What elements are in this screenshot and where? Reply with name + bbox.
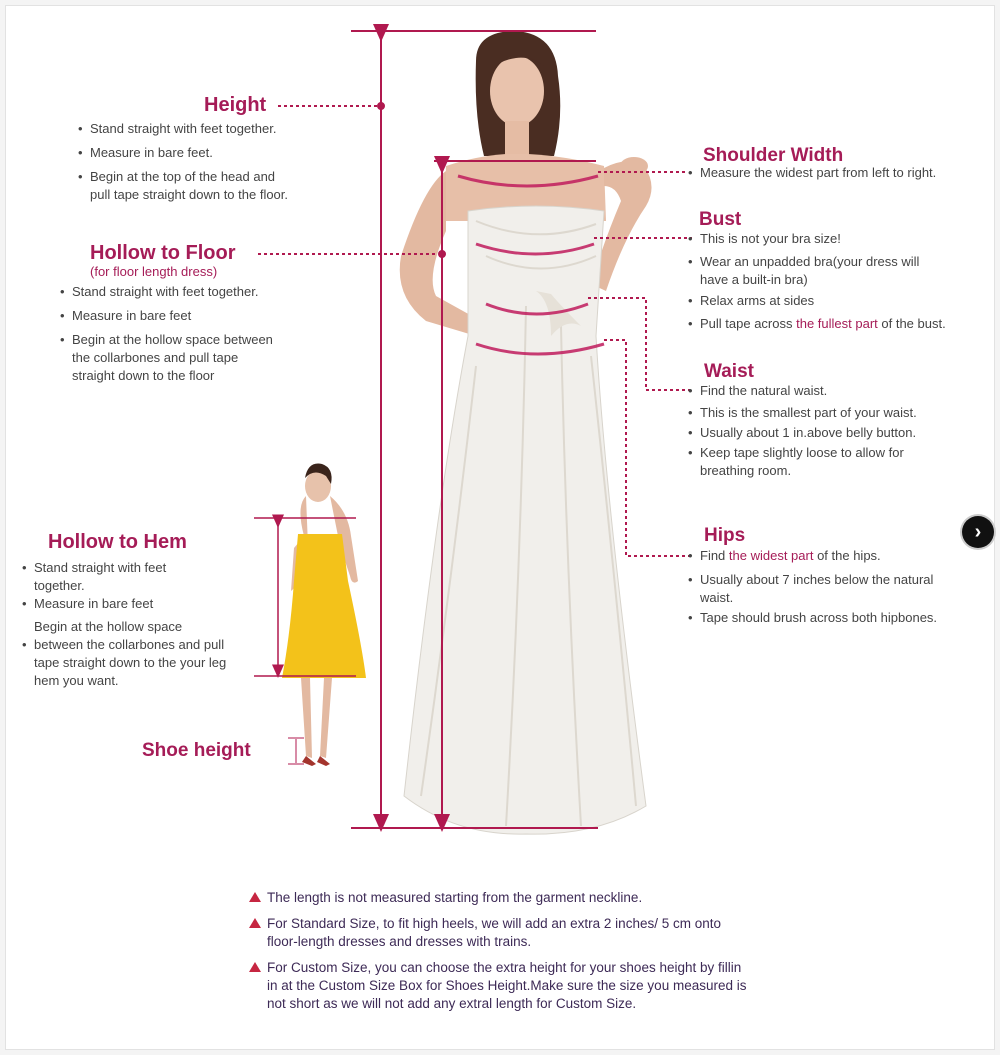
htf-item-1: • Stand straight with feet together. (60, 284, 259, 299)
hollow-to-hem-title: Hollow to Hem (48, 531, 187, 553)
hollow-to-hem-instructions (22, 559, 272, 690)
height-item-4: pull tape straight down to the floor. (90, 187, 289, 202)
hth-item-2: together. (34, 578, 85, 593)
hips-highlight: the widest part (728, 548, 814, 563)
hth-item-1: • Stand straight with feet (22, 560, 167, 575)
bust-highlight: the fullest part (796, 316, 878, 331)
notes-section (249, 889, 849, 1013)
hollow-to-floor-title: Hollow to Floor (90, 242, 236, 264)
shoulder-width-instructions (688, 164, 988, 182)
size-guide-panel (5, 5, 995, 1050)
waist-title: Waist (704, 361, 754, 382)
sw-item-1: • Measure the widest part from left to right. (688, 165, 937, 180)
hips-title: Hips (704, 525, 746, 546)
height-item-3: • Begin at the top of the head and (78, 169, 276, 184)
note-2-cont: floor-length dresses and dresses with trains. (267, 934, 532, 949)
hth-item-7: hem you want. (34, 673, 119, 688)
short-dress-figure (282, 464, 366, 766)
hollow-to-floor-instructions (60, 283, 350, 385)
shoulder-width-title: Shoulder Width (703, 145, 844, 166)
bust-title: Bust (699, 209, 742, 230)
htf-item-3: • Begin at the hollow space between (60, 332, 273, 347)
waist-item-5: breathing room. (700, 463, 792, 478)
hips-instructions (688, 547, 993, 627)
height-title: Height (204, 94, 267, 116)
model-figure (400, 31, 652, 834)
hips-item-3: waist. (700, 590, 734, 605)
waist-item-4: • Keep tape slightly loose to allow for (688, 445, 904, 460)
bust-item-2: • Wear an unpadded bra(your dress will (688, 254, 920, 269)
waist-item-1: • Find the natural waist. (688, 383, 828, 398)
warning-triangle-icon (249, 892, 261, 902)
waist-item-2: • This is the smallest part of your waist. (688, 405, 917, 420)
bust-item-1: • This is not your bra size! (688, 231, 841, 246)
hollow-to-floor-subtitle: (for floor length dress) (90, 264, 218, 279)
hips-item-1: • Find the widest part of the hips. (688, 548, 881, 563)
waist-item-3: • Usually about 1 in.above belly button. (688, 425, 917, 440)
note-2: For Standard Size, to fit high heels, we will add an extra 2 inches/ 5 cm onto (249, 915, 849, 933)
next-slide-button[interactable] (962, 516, 994, 548)
height-item-1: • Stand straight with feet together. (78, 121, 277, 136)
chevron-right-icon: › (974, 520, 982, 543)
waist-instructions (688, 382, 988, 480)
hth-item-4: Begin at the hollow space (34, 619, 183, 634)
htf-item-5: straight down to the floor (72, 368, 215, 383)
hips-item-2: • Usually about 7 inches below the natural (688, 572, 934, 587)
height-instructions (78, 120, 358, 204)
warning-triangle-icon (249, 918, 261, 928)
bust-item-5: • Pull tape across the fullest part of the bust. (688, 316, 946, 331)
hth-item-3: • Measure in bare feet (22, 596, 154, 611)
note-3-cont-2: not short as we will not add any extral length for Custom Size. (267, 996, 637, 1011)
htf-item-2: • Measure in bare feet (60, 308, 192, 323)
shoe-height-title: Shoe height (142, 740, 251, 761)
hips-item-4: • Tape should brush across both hipbones. (688, 610, 938, 625)
bust-item-4: • Relax arms at sides (688, 293, 815, 308)
note-3-cont-1: in at the Custom Size Box for Shoes Height.Make sure the size you measured is (267, 978, 747, 993)
height-item-2: • Measure in bare feet. (78, 145, 213, 160)
htf-item-4: the collarbones and pull tape (72, 350, 239, 365)
bust-item-3: have a built-in bra) (700, 272, 808, 287)
note-3: For Custom Size, you can choose the extra height for your shoes height by fillin (249, 959, 849, 977)
hth-item-6: tape straight down to the your leg (34, 655, 227, 670)
warning-triangle-icon (249, 962, 261, 972)
note-1: The length is not measured starting from the garment neckline. (249, 889, 849, 907)
bust-instructions (688, 230, 993, 333)
hth-item-5: • between the collarbones and pull (22, 637, 225, 652)
